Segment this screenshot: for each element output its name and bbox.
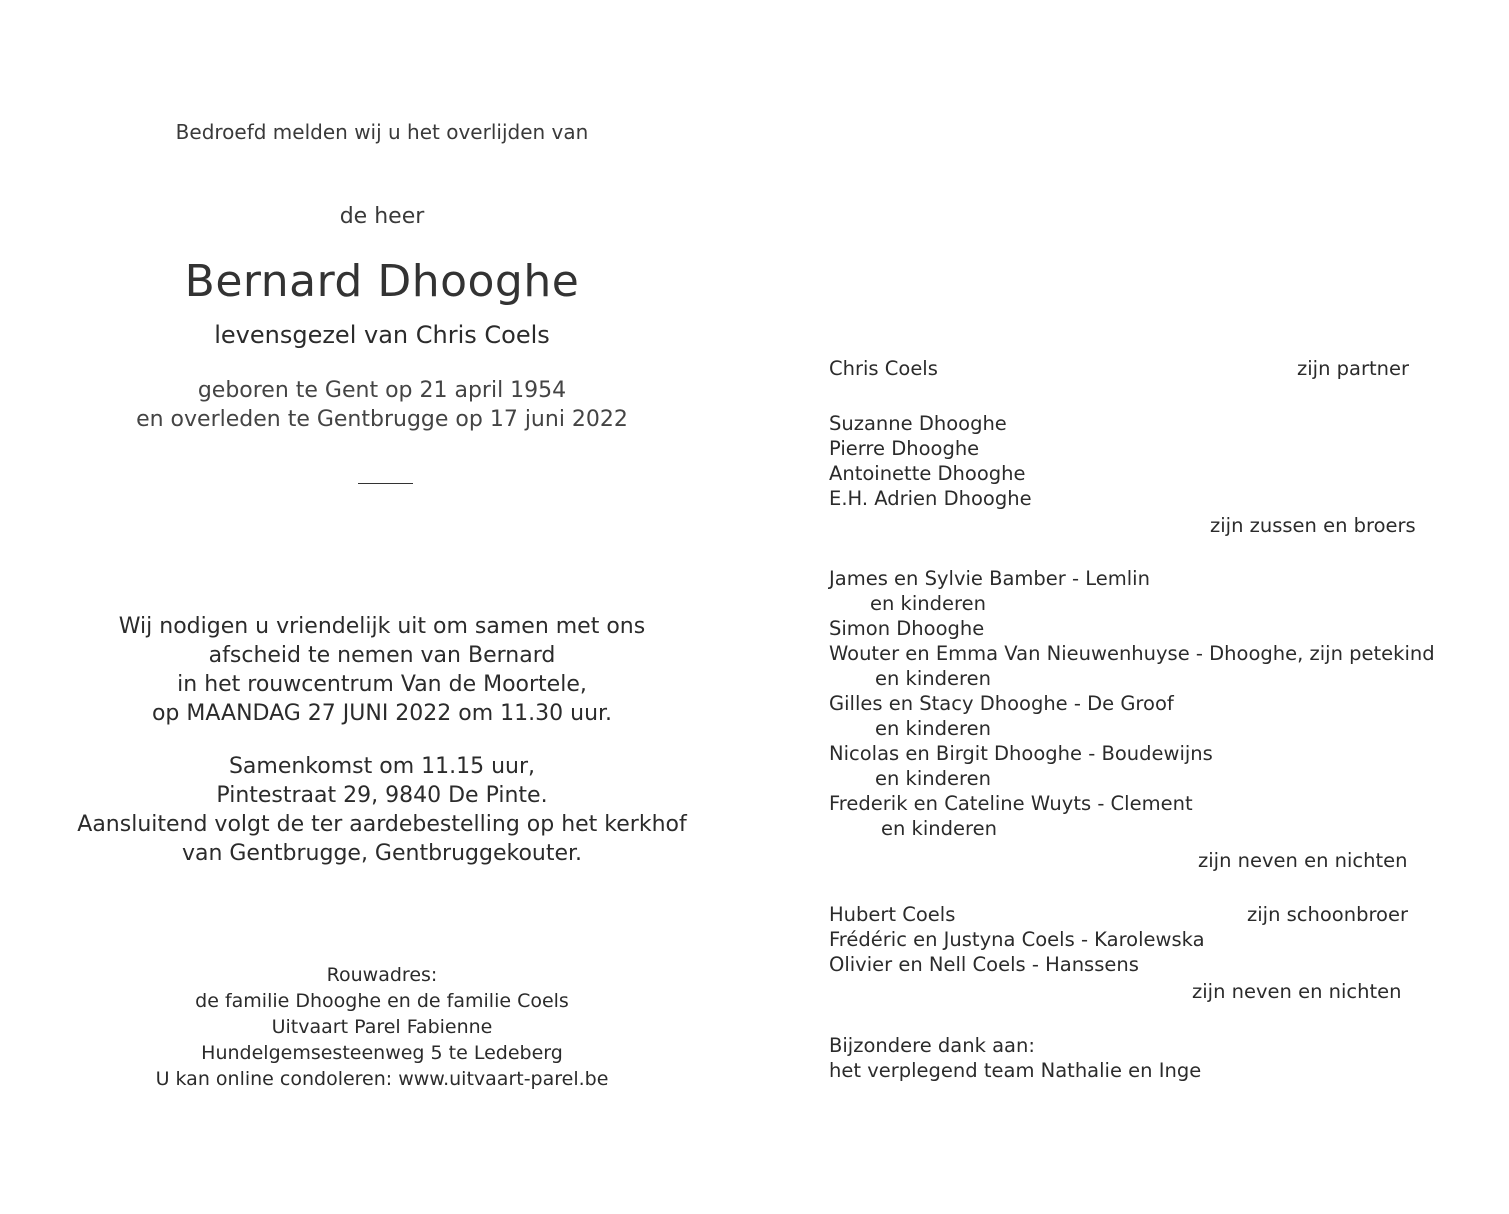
death-line: en overleden te Gentbrugge op 17 juni 2022	[136, 407, 628, 432]
invitation-line: in het rouwcentrum Van de Moortele,	[177, 672, 587, 697]
inlaw-entry: Olivier en Nell Coels - Hanssens	[829, 953, 1139, 976]
partner-line: levensgezel van Chris Coels	[214, 321, 550, 349]
partner-name: Chris Coels	[829, 357, 938, 380]
nephew-children: en kinderen	[875, 667, 991, 690]
mourning-address-block	[0, 962, 764, 1092]
invitation-block	[0, 612, 764, 728]
address-line: de familie Dhooghe en de familie Coels	[195, 990, 569, 1012]
sibling-name: Antoinette Dhooghe	[829, 462, 1026, 485]
siblings-relation: zijn zussen en broers	[1210, 514, 1416, 537]
invitation-line: Wij nodigen u vriendelijk uit om samen met ons	[118, 614, 646, 639]
inlaws-relation: zijn neven en nichten	[1192, 980, 1402, 1003]
nephew-entry: Gilles en Stacy Dhooghe - De Groof	[829, 692, 1174, 715]
honorific: de heer	[339, 204, 425, 229]
nephew-children: en kinderen	[875, 717, 991, 740]
inlaws-list	[829, 927, 1205, 977]
nephew-children: en kinderen	[881, 817, 997, 840]
deceased-name: Bernard Dhooghe	[184, 256, 580, 307]
nephew-entry: Frederik en Cateline Wuyts - Clement	[829, 792, 1193, 815]
partner-relation: zijn partner	[1297, 357, 1409, 380]
thanks-heading: Bijzondere dank aan:	[829, 1034, 1035, 1057]
nephews-relation: zijn neven en nichten	[1198, 849, 1408, 872]
nephew-children: en kinderen	[870, 592, 986, 615]
address-line: U kan online condoleren: www.uitvaart-parel.be	[155, 1068, 609, 1090]
sibling-name: E.H. Adrien Dhooghe	[829, 487, 1032, 510]
brother-in-law-relation: zijn schoonbroer	[1247, 903, 1408, 926]
nephew-entry: Nicolas en Birgit Dhooghe - Boudewijns	[829, 742, 1213, 765]
announcement-intro: Bedroefd melden wij u het overlijden van	[175, 120, 589, 144]
family-panel	[829, 0, 1489, 1214]
invitation-line: afscheid te nemen van Bernard	[208, 643, 556, 668]
invitation-line: op MAANDAG 27 JUNI 2022 om 11.30 uur.	[151, 701, 613, 726]
sibling-name: Pierre Dhooghe	[829, 437, 980, 460]
gathering-block	[0, 752, 764, 868]
gathering-line: van Gentbrugge, Gentbruggekouter.	[181, 841, 583, 866]
siblings-list	[829, 411, 1032, 511]
inlaw-entry: Frédéric en Justyna Coels - Karolewska	[829, 928, 1205, 951]
divider	[358, 483, 413, 484]
thanks-text: het verplegend team Nathalie en Inge	[829, 1059, 1202, 1082]
address-heading: Rouwadres:	[326, 964, 438, 986]
nephews-list	[829, 566, 1435, 841]
gathering-line: Aansluitend volgt de ter aardebestelling op het kerkhof	[77, 812, 687, 837]
birth-line: geboren te Gent op 21 april 1954	[197, 378, 567, 403]
nephew-entry: James en Sylvie Bamber - Lemlin	[829, 567, 1150, 590]
thanks-block	[829, 1033, 1201, 1083]
address-line: Uitvaart Parel Fabienne	[271, 1016, 493, 1038]
nephew-entry: Simon Dhooghe	[829, 617, 985, 640]
gathering-line: Samenkomst om 11.15 uur,	[228, 754, 536, 779]
brother-in-law-name: Hubert Coels	[829, 903, 956, 926]
sibling-name: Suzanne Dhooghe	[829, 412, 1007, 435]
address-line: Hundelgemsesteenweg 5 te Ledeberg	[201, 1042, 563, 1064]
nephew-children: en kinderen	[875, 767, 991, 790]
nephew-entry: Wouter en Emma Van Nieuwenhuyse - Dhooghe, zijn petekind	[829, 642, 1435, 665]
life-dates	[0, 376, 764, 434]
gathering-line: Pintestraat 29, 9840 De Pinte.	[216, 783, 548, 808]
